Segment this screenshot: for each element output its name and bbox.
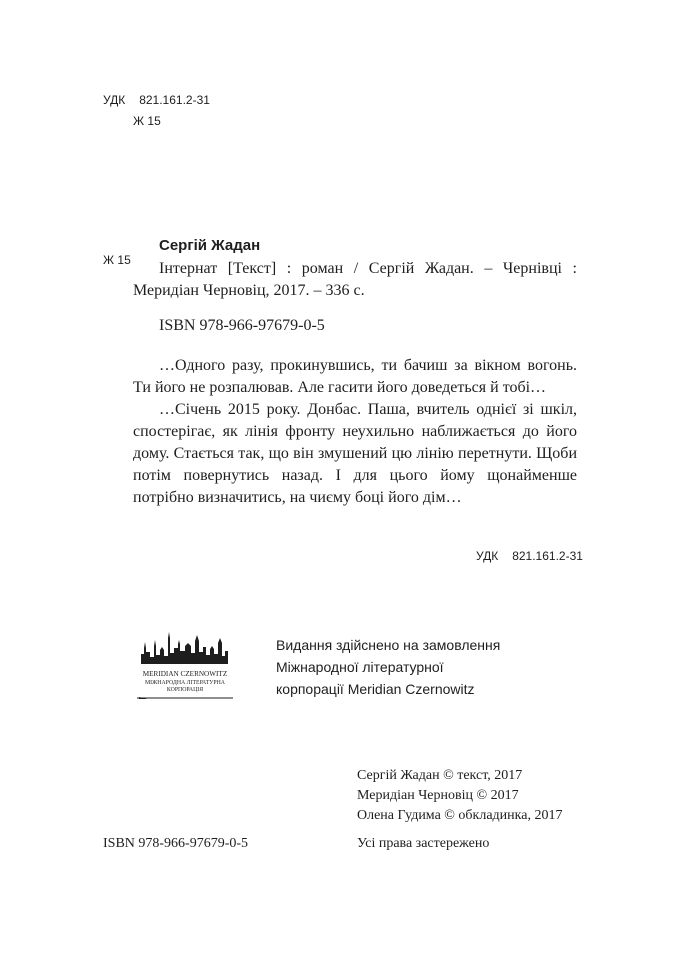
author-name: Сергій Жадан [159, 237, 261, 254]
isbn-footer: ISBN 978-966-97679-0-5 [103, 836, 249, 851]
publisher-note-line: Міжнародної літературної [276, 659, 444, 675]
logo-sub-text-2: КОРПОРАЦІЯ [166, 687, 204, 693]
logo-sub-text-1: МІЖНАРОДНА ЛІТЕРАТУРНА [145, 680, 225, 686]
udk-code: 821.161.2-31 [139, 93, 210, 107]
annotation-paragraph: …Одного разу, прокинувшись, ти бачиш за вікном вогонь. Ти його не розпалював. Але гасити його доведеться й тобі… [133, 357, 577, 396]
copyright-line: Сергій Жадан © текст, 2017 [357, 768, 523, 783]
udk-header [103, 93, 210, 107]
copyright-line: Олена Гудима © обкладинка, 2017 [357, 808, 563, 823]
publisher-note-line: Видання здійснено на замовлення [276, 637, 501, 653]
bibliographic-description: Інтернат [Текст] : роман / Сергій Жадан. – Чернівці : Меридіан Черновіц, 2017. – 336 с. [133, 260, 577, 299]
annotation [133, 355, 577, 509]
udk-label: УДК [103, 93, 126, 107]
publisher-logo [133, 626, 237, 704]
publisher-note-line: корпорації Meridian Czernowitz [276, 681, 475, 697]
udk-label: УДК [476, 549, 499, 563]
udk-code: 821.161.2-31 [512, 549, 583, 563]
rights-reserved: Усі права застережено [357, 836, 490, 851]
publisher-note [276, 634, 576, 700]
city-skyline-icon [133, 626, 237, 704]
isbn-main: ISBN 978-966-97679-0-5 [159, 317, 325, 334]
author-mark-side: Ж 15 [103, 253, 131, 267]
copyright-line: Меридіан Черновіц © 2017 [357, 788, 519, 803]
annotation-paragraph: …Січень 2015 року. Донбас. Паша, вчитель однієї зі шкіл, спостерігає, як лінія фронту неухильно наближається до його дому. Стається так, що він змушений цю лінію перетнути. Щоби потім повернутись назад. І для цього йому щонайменше потрібно визначитись, на чиєму боці його дім… [133, 401, 577, 506]
author-mark: Ж 15 [133, 114, 161, 128]
udk-footer [476, 549, 583, 563]
copyright-block [357, 766, 562, 826]
logo-name-text: MERIDIAN CZERNOWITZ [142, 670, 228, 678]
